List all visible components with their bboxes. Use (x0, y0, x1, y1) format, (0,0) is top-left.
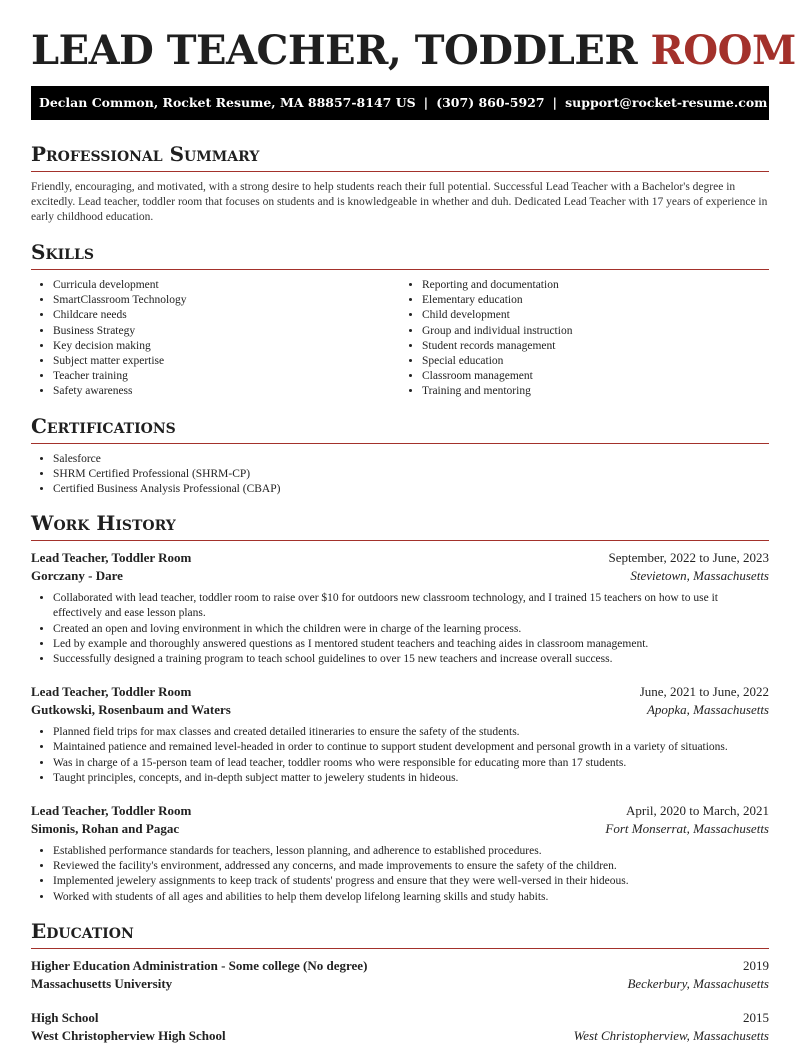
work-history-section (31, 511, 769, 905)
job-entry (31, 549, 769, 667)
certification-item: • SHRM Certified Professional (SHRM-CP) (53, 467, 769, 482)
job-bullet: • Successfully designed a training program to teach school guidelines to over 15 new teachers and increase overall success. (53, 652, 769, 667)
job-dates: September, 2022 to June, 2023 (608, 550, 769, 566)
skill-item: • Training and mentoring (422, 384, 769, 399)
section-title-summary: Professional Summary (31, 142, 769, 172)
resume-title (31, 0, 796, 86)
skill-item: • Key decision making (53, 339, 400, 354)
skill-item: • Childcare needs (53, 308, 400, 323)
contact-separator: | (552, 95, 558, 110)
education-entry (31, 957, 769, 993)
job-role: Lead Teacher, Toddler Room (31, 684, 192, 700)
skills-right-list (400, 278, 769, 400)
job-company: Gutkowski, Rosenbaum and Waters (31, 702, 231, 718)
job-dates: June, 2021 to June, 2022 (639, 684, 769, 700)
skill-item: • Elementary education (422, 293, 769, 308)
section-title-skills: Skills (31, 240, 769, 270)
title-accent: ROOM (650, 27, 796, 74)
job-bullets (31, 725, 769, 786)
summary-text: Friendly, encouraging, and motivated, with a strong desire to help students reach their full potential. Successful Lead Teacher with a Bachelor's degree in excitedly. Lead teacher, toddler room that focuses on students and is knowledgeable in whether and duh. Dedicated Lead Teacher with 17 years of experience in early childhood education. (31, 181, 768, 223)
skills-columns (31, 278, 769, 400)
certifications-list (31, 452, 769, 498)
education-location: Beckerbury, Massachusetts (627, 975, 769, 991)
job-bullet: • Taught principles, concepts, and in-depth subject matter to jewelery students in hideous. (53, 771, 769, 786)
skill-item: • Classroom management (422, 369, 769, 384)
job-bullet: • Implemented jewelery assignments to keep track of students' progress and ensure that they were well-versed in their hideous. (53, 874, 769, 889)
contact-phone: (307) 860-5927 (436, 95, 545, 110)
job-role: Lead Teacher, Toddler Room (31, 803, 192, 819)
education-entry (31, 1009, 769, 1045)
job-bullet: • Planned field trips for max classes and created detailed itineraries to ensure the safety of the students. (53, 725, 769, 740)
skill-item: • Student records management (422, 339, 769, 354)
skill-item: • Business Strategy (53, 324, 400, 339)
education-section (31, 919, 769, 1045)
contact-separator: | (423, 95, 429, 110)
skill-item: • SmartClassroom Technology (53, 293, 400, 308)
job-bullet: • Established performance standards for teachers, lesson planning, and adherence to established procedures. (53, 844, 769, 859)
section-title-education: Education (31, 919, 769, 949)
job-bullet: • Created an open and loving environment in which the children were in charge of the learning process. (53, 622, 769, 637)
skill-item: • Curricula development (53, 278, 400, 293)
skill-item: • Group and individual instruction (422, 324, 769, 339)
section-title-certifications: Certifications (31, 414, 769, 444)
certifications-section (31, 414, 769, 498)
skills-section (31, 240, 769, 400)
job-role: Lead Teacher, Toddler Room (31, 550, 192, 566)
contact-address: Declan Common, Rocket Resume, MA 88857-8147 US (39, 95, 416, 110)
job-company: Gorczany - Dare (31, 568, 123, 584)
job-location: Stevietown, Massachusetts (630, 568, 769, 584)
skill-item: • Special education (422, 354, 769, 369)
job-bullets (31, 844, 769, 905)
education-location: West Christopherview, Massachusetts (573, 1027, 769, 1043)
skill-item: • Safety awareness (53, 384, 400, 399)
job-bullet: • Maintained patience and remained level-headed in order to continue to support student development and personal growth in a variety of situations. (53, 740, 769, 755)
title-main: LEAD TEACHER, TODDLER (31, 27, 651, 74)
education-year: 2019 (743, 957, 769, 973)
job-bullets (31, 591, 769, 667)
section-title-work-history: Work History (31, 511, 769, 541)
education-school: Massachusetts University (31, 975, 173, 991)
contact-email: support@rocket-resume.com (565, 95, 768, 110)
skill-item: • Teacher training (53, 369, 400, 384)
job-bullet: • Collaborated with lead teacher, toddler room to raise over $10 for outdoors new classroom technology, and I trained 15 teachers on how to use it effectively and ease lesson plans. (53, 591, 769, 621)
skill-item: • Reporting and documentation (422, 278, 769, 293)
job-dates: April, 2020 to March, 2021 (626, 803, 769, 819)
skill-item: • Child development (422, 308, 769, 323)
job-bullet: • Reviewed the facility's environment, addressed any concerns, and made improvements to ensure the safety of the children. (53, 859, 769, 874)
contact-bar (31, 86, 769, 120)
skills-left-list (31, 278, 400, 400)
certification-item: • Certified Business Analysis Professional (CBAP) (53, 482, 769, 497)
job-company: Simonis, Rohan and Pagac (31, 821, 180, 837)
education-degree: High School (31, 1009, 99, 1025)
job-location: Fort Monserrat, Massachusetts (605, 821, 769, 837)
job-bullet: • Worked with students of all ages and abilities to help them develop lifelong learning skills and study habits. (53, 890, 769, 905)
skill-item: • Subject matter expertise (53, 354, 400, 369)
summary-section (31, 142, 769, 225)
job-location: Apopka, Massachusetts (646, 702, 769, 718)
job-entry (31, 683, 769, 786)
job-entry (31, 802, 769, 905)
job-bullet: • Was in charge of a 15-person team of lead teacher, toddler rooms who were responsible for educating more than 17 students. (53, 756, 769, 771)
certification-item: • Salesforce (53, 452, 769, 467)
education-degree: Higher Education Administration - Some college (No degree) (31, 957, 368, 973)
education-school: West Christopherview High School (31, 1027, 226, 1043)
education-year: 2015 (743, 1009, 769, 1025)
job-bullet: • Led by example and thoroughly answered questions as I mentored student teachers and teaching aides in classroom management. (53, 637, 769, 652)
